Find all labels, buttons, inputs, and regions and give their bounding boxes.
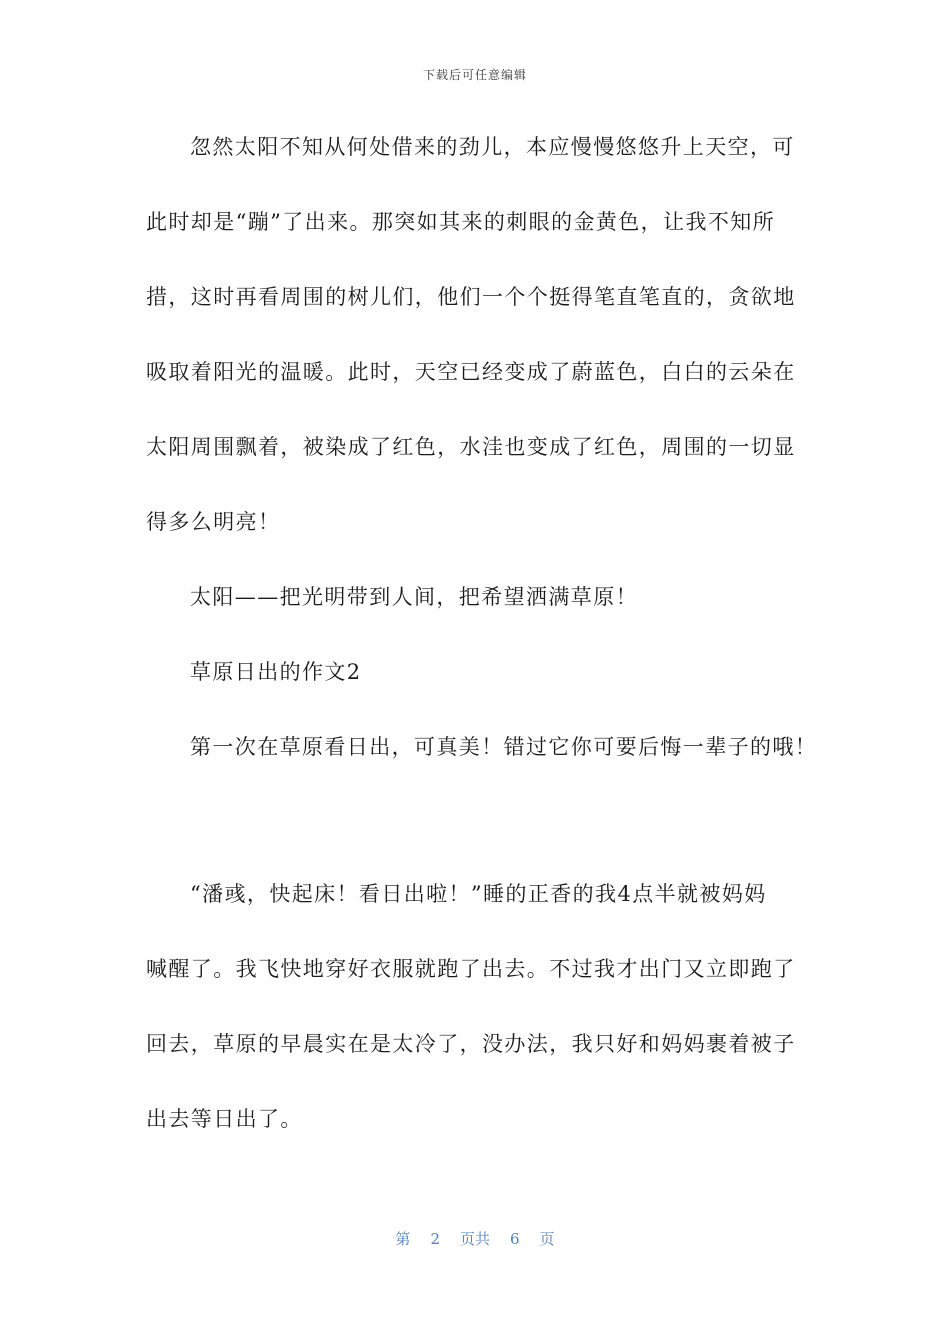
paragraph-line: 回去，草原的早晨实在是太冷了，没办法，我只好和妈妈裹着被子 [146,1032,796,1056]
paragraph-line: 吸取着阳光的温暖。此时，天空已经变成了蔚蓝色，白白的云朵在 [146,360,796,384]
page-footer [0,1228,950,1249]
paragraph-line: 此时却是“蹦”了出来。那突如其来的刺眼的金黄色，让我不知所 [146,210,776,234]
paragraph-line: 第一次在草原看日出，可真美！错过它你可要后悔一辈子的哦！ [190,735,818,759]
section-heading: 草原日出的作文2 [190,660,362,684]
paragraph-line: 喊醒了。我飞快地穿好衣服就跑了出去。不过我才出门又立即跑了 [146,957,796,981]
paragraph-line: “潘彧，快起床！看日出啦！”睡的正香的我4点半就被妈妈 [190,882,767,906]
paragraph-line: 太阳周围飘着，被染成了红色，水洼也变成了红色，周围的一切显 [146,435,796,459]
paragraph-gap [146,799,806,871]
paragraph-line: 出去等日出了。 [146,1107,303,1131]
paragraph-line: 忽然太阳不知从何处借来的劲儿，本应慢慢悠悠升上天空，可 [190,135,795,159]
paragraph-line: 太阳——把光明带到人间，把希望洒满草原！ [190,585,638,609]
document-body [146,124,818,1171]
page-label-prefix: 第 [395,1230,411,1248]
page-header: 下载后可任意编辑 [422,68,527,82]
current-page-number: 2 [430,1230,440,1248]
page-label-suffix: 页 [539,1230,555,1248]
paragraph-line: 得多么明亮！ [146,510,281,534]
total-pages-number: 6 [510,1230,520,1248]
paragraph-line: 措，这时再看周围的树儿们，他们一个个挺得笔直笔直的，贪欲地 [146,285,796,309]
page-label-mid: 页共 [459,1230,490,1248]
